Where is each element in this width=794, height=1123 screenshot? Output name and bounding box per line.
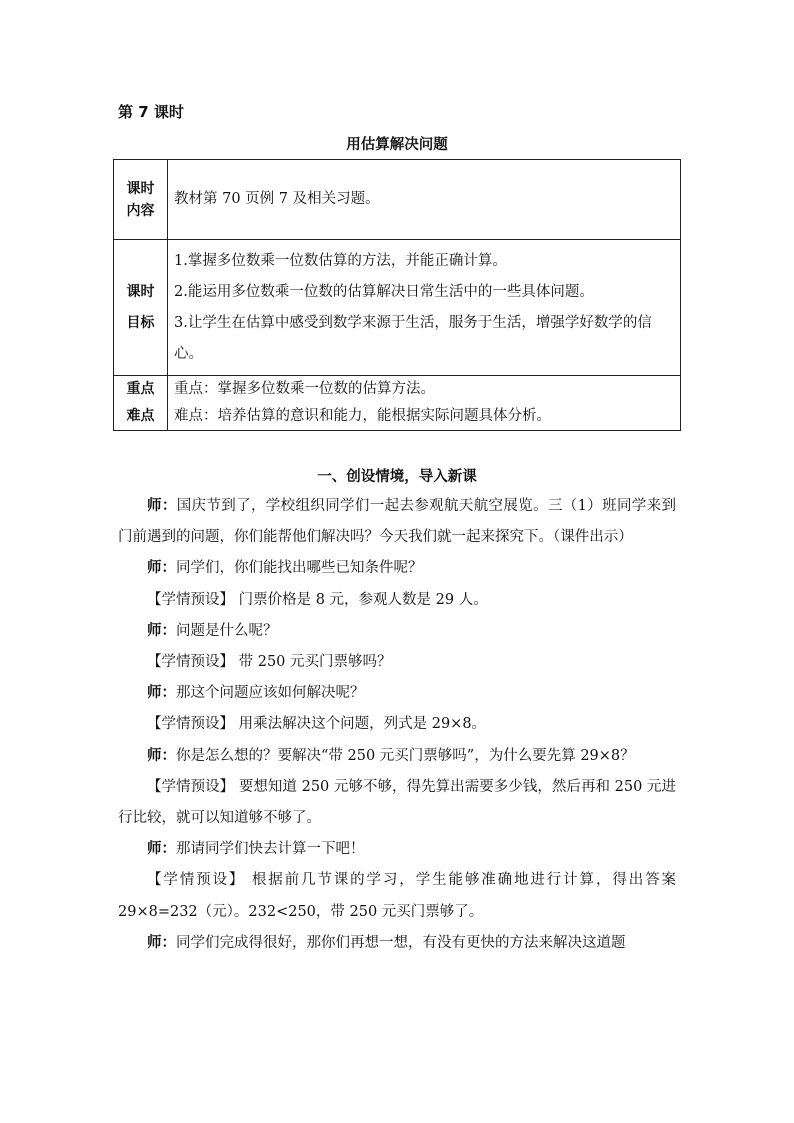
row-content-cell xyxy=(168,160,681,240)
lesson-body xyxy=(118,491,676,959)
section-title: 一、创设情境，导入新课 xyxy=(317,469,477,485)
speaker-label: 师： xyxy=(147,622,176,639)
goal-line: 1.掌握多位数乘一位数估算的方法，并能正确计算。 xyxy=(174,252,507,269)
paragraph-text: 【学情预设】 用乘法解决这个问题，列式是 29×8。 xyxy=(147,716,487,733)
speaker-label: 师： xyxy=(147,560,176,577)
paragraph-text: 国庆节到了，学校组织同学们一起去参观航天航空展览。三（1）班同学来到门前遇到的问题，你们能帮他们解决吗？今天我们就一起来探究下。（课件出示） xyxy=(118,498,676,546)
paragraph-text: 那请同学们快去计算一下吧！ xyxy=(176,841,365,858)
paragraph xyxy=(118,865,676,927)
lesson-number: 第 7 课时 xyxy=(118,103,184,121)
paragraph-text: 【学情预设】 根据前几节课的学习，学生能够准确地进行计算，得出答案 29×8=232（元）。232<250，带 250 元买门票够了。 xyxy=(118,872,676,920)
lesson-title: 用估算解决问题 xyxy=(346,137,448,153)
table-row-keypoints xyxy=(114,376,681,431)
speaker-label: 师： xyxy=(147,841,176,858)
row-header-line: 难点 xyxy=(126,408,155,424)
paragraph-text: 【学情预设】 要想知道 250 元够不够，得先算出需要多少钱，然后再和 250 元进行比较，就可以知道够不够了。 xyxy=(118,778,676,827)
speaker-label: 师： xyxy=(147,498,177,514)
row-keypoints-cell xyxy=(168,376,681,431)
paragraph xyxy=(118,647,676,678)
paragraph xyxy=(118,553,676,584)
paragraph-text: 那这个问题应该如何解决呢？ xyxy=(176,685,365,702)
speaker-label: 师： xyxy=(147,747,176,764)
paragraph xyxy=(118,772,676,834)
paragraph xyxy=(118,491,676,553)
row-header-line: 目标 xyxy=(126,314,155,331)
speaker-label: 师： xyxy=(147,685,176,702)
paragraph-text: 同学们，你们能找出哪些已知条件呢？ xyxy=(176,560,423,577)
paragraph xyxy=(118,585,676,616)
paragraph xyxy=(118,834,676,865)
row-header-line: 内容 xyxy=(126,202,155,219)
row-header-line: 课时 xyxy=(126,180,155,197)
table-row-content xyxy=(114,160,681,240)
keypoint-line: 难点：培养估算的意识和能力，能根据实际问题具体分析。 xyxy=(174,408,551,424)
row-header-line: 重点 xyxy=(126,381,155,397)
paragraph-text: 【学情预设】 带 250 元买门票够吗？ xyxy=(147,654,392,671)
goal-line: 2.能运用多位数乘一位数的估算解决日常生活中的一些具体问题。 xyxy=(174,283,594,300)
row-header-line: 课时 xyxy=(126,283,155,300)
speaker-label: 师： xyxy=(147,934,176,951)
paragraph-text: 问题是什么呢？ xyxy=(176,622,278,639)
paragraph-text: 同学们完成得很好，那你们再想一想，有没有更快的方法来解决这道题 xyxy=(176,934,626,951)
keypoint-line: 重点：掌握多位数乘一位数的估算方法。 xyxy=(174,381,435,397)
content-line: 教材第 70 页例 7 及相关习题。 xyxy=(174,191,380,207)
paragraph xyxy=(118,709,676,740)
paragraph xyxy=(118,678,676,709)
paragraph-text: 【学情预设】 门票价格是 8 元，参观人数是 29 人。 xyxy=(147,591,488,608)
table-row-goals xyxy=(114,240,681,376)
lesson-plan-table xyxy=(113,159,681,431)
goal-line: 3.让学生在估算中感受到数学来源于生活，服务于生活，增强学好数学的信心。 xyxy=(174,314,652,362)
row-header-content xyxy=(114,160,168,240)
row-goals-cell xyxy=(168,240,681,376)
row-header-keypoints xyxy=(114,376,168,431)
paragraph xyxy=(118,928,676,959)
paragraph-text: 你是怎么想的？要解决“带 250 元买门票够吗”，为什么要先算 29×8？ xyxy=(176,747,635,764)
row-header-goals xyxy=(114,240,168,376)
paragraph xyxy=(118,741,676,772)
paragraph xyxy=(118,616,676,647)
